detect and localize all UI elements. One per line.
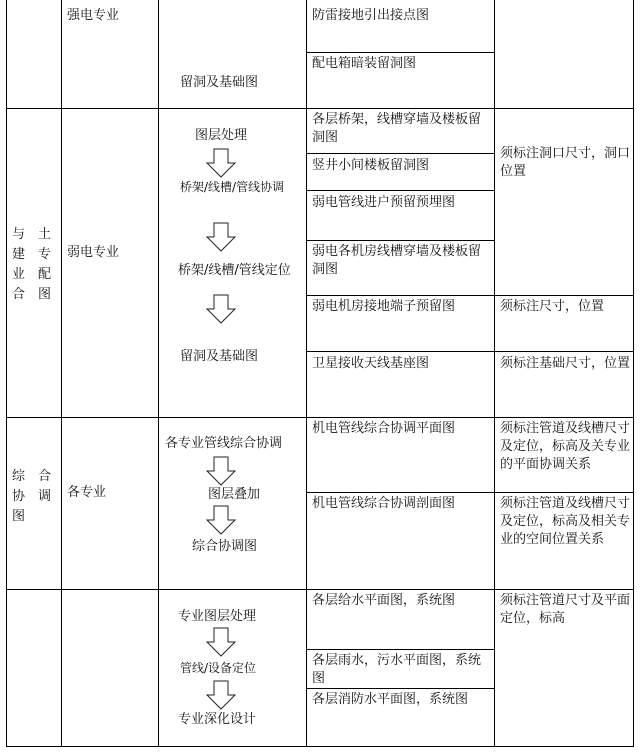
drawing-cell: 配电箱暗装留洞图 xyxy=(312,56,417,71)
category-char: 合 xyxy=(38,469,52,484)
row-line xyxy=(6,746,634,747)
process-step: 专业深化设计 xyxy=(178,712,257,727)
category-char: 图 xyxy=(12,509,26,524)
process-step: 留洞及基础图 xyxy=(180,349,259,364)
cell-line xyxy=(306,351,634,352)
drawing-cell: 弱电管线进户预留预埋图 xyxy=(312,195,456,210)
category-char: 协 xyxy=(12,489,26,504)
col-line xyxy=(61,0,62,747)
down-arrow-icon xyxy=(204,148,238,178)
col-line xyxy=(633,0,634,747)
cell-line xyxy=(306,295,634,296)
category-char: 图 xyxy=(38,287,52,302)
process-step: 桥架/线槽/管线协调 xyxy=(180,180,285,194)
col-line xyxy=(306,0,307,747)
category-char: 专 xyxy=(38,247,52,262)
category-char: 综 xyxy=(12,469,26,484)
major-cell: 强电专业 xyxy=(67,8,120,23)
cell-line xyxy=(306,688,494,689)
drawing-cell: 防雷接地引出接点图 xyxy=(312,8,430,23)
major-cell: 各专业 xyxy=(67,485,107,500)
down-arrow-icon xyxy=(204,627,238,657)
note-cell: 须标注管道及线槽尺寸及定位，标高及关专业的平面协调关系 xyxy=(500,421,631,472)
cell-line xyxy=(306,153,494,154)
cell-line xyxy=(306,492,634,493)
drawing-cell: 各层给水平面图，系统图 xyxy=(312,593,456,608)
process-step: 图层叠加 xyxy=(208,487,261,502)
process-step: 专业图层处理 xyxy=(178,609,257,624)
process-step: 管线/设备定位 xyxy=(180,661,257,675)
note-cell: 须标注管道及线槽尺寸及定位，标高及相关专业的空间位置关系 xyxy=(500,496,631,547)
col-line xyxy=(158,0,159,747)
note-cell: 须标注尺寸，位置 xyxy=(500,299,605,314)
drawing-cell: 竖井小间楼板留洞图 xyxy=(312,158,430,173)
cell-line xyxy=(306,240,494,241)
row-line xyxy=(6,417,634,418)
down-arrow-icon xyxy=(204,680,238,710)
process-step: 留洞及基础图 xyxy=(180,75,259,90)
down-arrow-icon xyxy=(204,456,238,486)
drawing-cell: 各层桥架，线槽穿墙及楼板留洞图 xyxy=(312,112,482,145)
process-step: 图层处理 xyxy=(195,128,248,143)
cell-line xyxy=(306,649,494,650)
drawing-cell: 弱电机房接地端子预留图 xyxy=(312,299,456,314)
major-cell: 弱电专业 xyxy=(67,245,120,260)
note-cell: 须标注洞口尺寸，洞口位置 xyxy=(500,146,631,179)
process-step: 综合协调图 xyxy=(192,539,258,554)
down-arrow-icon xyxy=(204,505,238,535)
drawing-cell: 机电管线综合协调剖面图 xyxy=(312,496,456,511)
col-line xyxy=(6,0,7,747)
category-char: 合 xyxy=(12,287,26,302)
category-char: 土 xyxy=(38,227,52,242)
process-step: 桥架/线槽/管线定位 xyxy=(178,263,291,278)
drawing-cell: 各层消防水平面图，系统图 xyxy=(312,692,469,707)
note-cell: 须标注基础尺寸，位置 xyxy=(500,356,631,371)
down-arrow-icon xyxy=(204,294,238,324)
category-char: 调 xyxy=(38,489,52,504)
col-line xyxy=(494,0,495,747)
drawing-cell: 卫星接收天线基座图 xyxy=(312,356,430,371)
drawing-cell: 弱电各机房线槽穿墙及楼板留洞图 xyxy=(312,244,482,277)
row-line xyxy=(6,108,634,109)
category-char: 配 xyxy=(38,267,52,282)
row-line xyxy=(6,589,634,590)
drawing-cell: 机电管线综合协调平面图 xyxy=(312,421,456,436)
category-char: 与 xyxy=(12,227,26,242)
cell-line xyxy=(306,52,494,53)
category-char: 业 xyxy=(12,267,26,282)
category-char: 建 xyxy=(12,247,26,262)
cell-line xyxy=(306,190,494,191)
down-arrow-icon xyxy=(204,222,238,252)
note-cell: 须标注管道尺寸及平面定位，标高 xyxy=(500,593,631,626)
drawing-cell: 各层雨水，污水平面图，系统图 xyxy=(312,653,482,686)
process-step: 各专业管线综合协调 xyxy=(165,436,283,451)
